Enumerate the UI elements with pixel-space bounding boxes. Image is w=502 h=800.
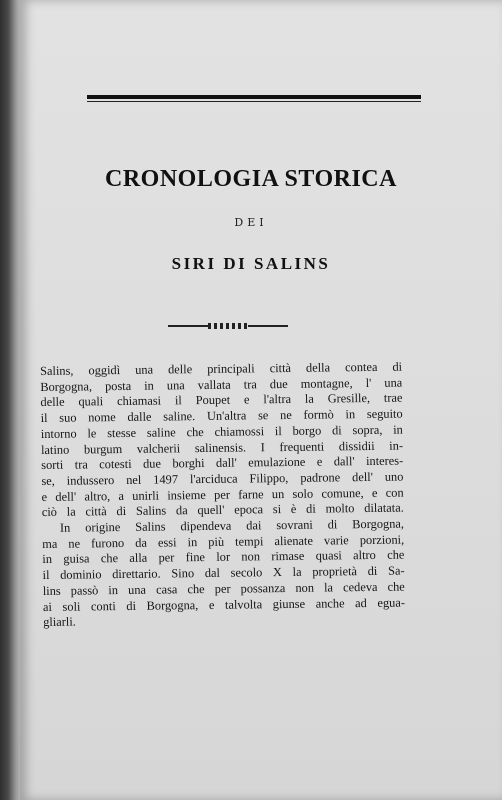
text-line: in guisa che alla per fine lor non rimase quasi altro che — [42, 548, 405, 567]
paragraph-1 — [40, 360, 404, 521]
ornament-center-flourish — [208, 323, 248, 329]
text-line: lins passò in una casa che per possanza non la cedeva che — [42, 579, 405, 598]
chapter-subtitle: SIRI DI SALINS — [171, 254, 331, 273]
text-line: ciò la città di Salins da quell' epoca si è di molto dilatata. — [41, 500, 404, 520]
ornament-left-line — [168, 325, 208, 327]
text-line: In origine Salins dipendeva dai sovrani di Borgogna, — [59, 516, 405, 535]
decorative-ornament — [168, 322, 288, 330]
text-line: delle quali chiamasi il Poupet e l'altra la Gresille, trae — [40, 390, 403, 410]
text-line: il dominio direttario. Sino dal secolo X la proprietà di Sa- — [42, 563, 405, 583]
text-line: ai soli conti di Borgogna, e talvolta giunse anche ad egua- — [42, 595, 406, 614]
text-line: latino burgum valcherii salinensis. I frequenti dissidii in- — [40, 438, 404, 457]
text-line: Salins, oggidì una delle principali città della contea di — [40, 359, 403, 378]
text-line: e dell' altro, a unirli insieme per farne un solo comune, e con — [41, 485, 404, 504]
text-line: il suo nome dalle saline. Un'altra se ne formò in seguito — [40, 406, 403, 426]
text-line: se, indussero nel 1497 l'arciduca Filippo, padrone dell' uno — [41, 469, 404, 488]
ornament-right-line — [248, 325, 288, 327]
chapter-title: CRONOLOGIA STORICA — [105, 166, 397, 192]
text-line: sorti tra cotesti due borghi dall' emulazione e dall' interes- — [41, 453, 404, 473]
header-rule-thick — [87, 95, 421, 99]
header-rule-thin — [87, 101, 421, 102]
title-connector: DEI — [234, 216, 268, 229]
header-double-rule — [87, 95, 421, 102]
text-line: intorno le stesse saline che chiamossi il borgo di sopra, in — [40, 422, 403, 441]
text-line: ma ne furono da essi in più tempi alienate varie porzioni, — [42, 532, 405, 551]
text-line: Borgogna, posta in una vallata tra due montagne, l' una — [40, 375, 403, 394]
body-text — [40, 360, 405, 631]
paragraph-2 — [42, 517, 405, 631]
text-line: gliarli. — [43, 614, 76, 630]
